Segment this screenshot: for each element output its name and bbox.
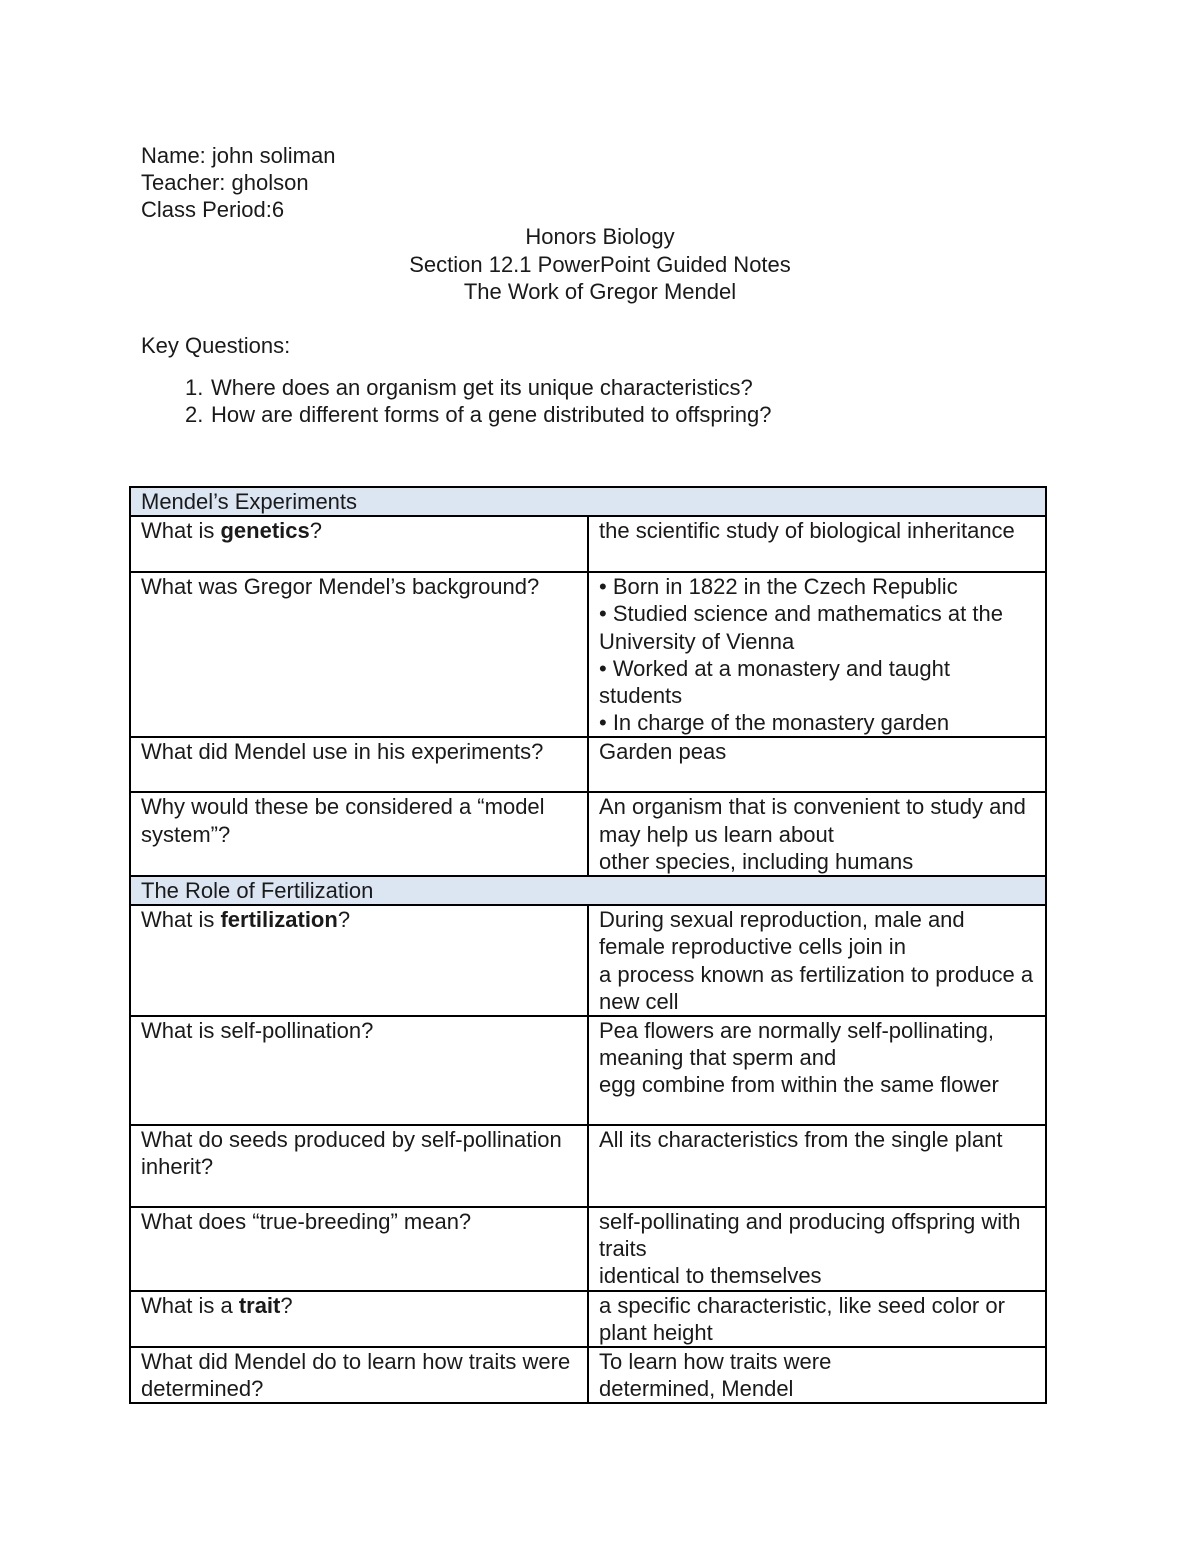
answer-cell[interactable]: a specific characteristic, like seed color or plant height [588, 1291, 1046, 1347]
answer-cell[interactable]: self-pollinating and producing offspring with traits identical to themselves [588, 1207, 1046, 1291]
table-row [130, 792, 1046, 876]
teacher-line: Teacher: gholson [141, 170, 309, 195]
table-row [130, 737, 1046, 792]
key-questions-heading: Key Questions: [141, 333, 291, 358]
topic-title: The Work of Gregor Mendel [463, 279, 737, 304]
answer-cell[interactable]: the scientific study of biological inheritance [588, 516, 1046, 572]
key-questions-list [141, 374, 772, 428]
answer-cell[interactable]: During sexual reproduction, male and female reproductive cells join in a process known as fertilization to produce a new cell [588, 905, 1046, 1016]
question-cell: What was Gregor Mendel’s background? [130, 572, 588, 737]
table-row [130, 1016, 1046, 1125]
question-cell: What did Mendel use in his experiments? [130, 737, 588, 792]
document-title [0, 223, 1200, 306]
course-title: Honors Biology [525, 224, 675, 249]
key-question-text: How are different forms of a gene distributed to offspring? [211, 402, 772, 427]
answer-cell[interactable]: An organism that is convenient to study and may help us learn about other species, including humans [588, 792, 1046, 876]
answer-cell[interactable]: Pea flowers are normally self-pollinating, meaning that sperm and egg combine from within the same flower [588, 1016, 1046, 1125]
question-cell: What is genetics? [130, 516, 588, 572]
section-header-role-of-fertilization: The Role of Fertilization [130, 876, 1046, 905]
question-cell: What is self-pollination? [130, 1016, 588, 1125]
question-cell: What is fertilization? [130, 905, 588, 1016]
question-cell: What do seeds produced by self-pollination inherit? [130, 1125, 588, 1207]
guided-notes-table [129, 486, 1047, 1404]
table-row [130, 516, 1046, 572]
key-term: trait [238, 1292, 281, 1318]
table-row [130, 905, 1046, 1016]
section-header-row [130, 487, 1046, 516]
key-term: genetics [220, 518, 310, 544]
key-question-number: 2. [185, 402, 204, 427]
section-title: Section 12.1 PowerPoint Guided Notes [409, 251, 791, 277]
key-question-text: Where does an organism get its unique characteristics? [211, 375, 753, 400]
question-cell: Why would these be considered a “model system”? [130, 792, 588, 876]
table-row [130, 1291, 1046, 1347]
answer-cell[interactable]: Garden peas [588, 737, 1046, 792]
table-row [130, 1347, 1046, 1403]
question-cell: What does “true-breeding” mean? [130, 1207, 588, 1291]
table-row [130, 572, 1046, 737]
question-cell: What did Mendel do to learn how traits were determined? [130, 1347, 588, 1403]
class-period-line: Class Period:6 [141, 197, 285, 222]
section-header-row [130, 876, 1046, 905]
name-line: Name: john soliman [141, 143, 336, 168]
answer-cell[interactable]: All its characteristics from the single plant [588, 1125, 1046, 1207]
answer-cell[interactable]: To learn how traits were determined, Mendel [588, 1347, 1046, 1403]
key-question-item [141, 401, 772, 428]
question-cell: What is a trait? [130, 1291, 588, 1347]
table-row [130, 1125, 1046, 1207]
section-header-mendels-experiments: Mendel’s Experiments [130, 487, 1046, 516]
key-term: fertilization [220, 907, 338, 933]
key-question-item [141, 374, 772, 401]
key-question-number: 1. [185, 375, 204, 400]
student-info [141, 142, 335, 223]
answer-cell[interactable]: • Born in 1822 in the Czech Republic • Studied science and mathematics at the University of Vienna • Worked at a monastery and taught students • In charge of the monastery garden [588, 572, 1046, 737]
table-row [130, 1207, 1046, 1291]
